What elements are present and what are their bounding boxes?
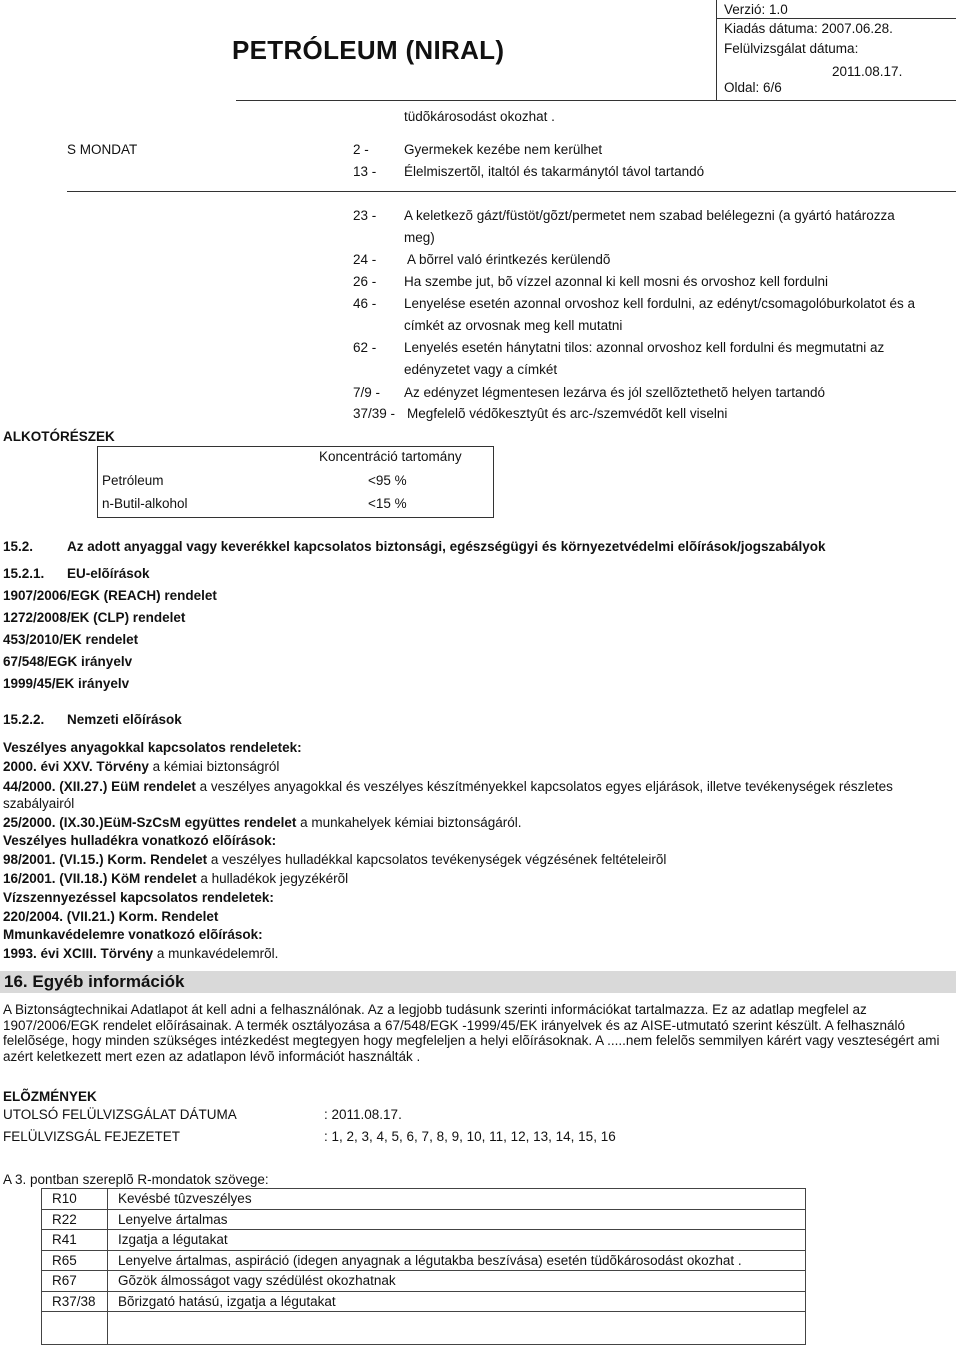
table-row (42, 1209, 806, 1230)
regulation-ref: 1993. évi XCIII. Törvény (3, 946, 154, 961)
section-16-title: 16. Egyéb információk (4, 972, 185, 991)
table-row (42, 1271, 806, 1292)
regulation-desc: a hulladékok jegyzékérõl (196, 871, 349, 886)
regulation-ref: 44/2000. (XII.27.) EüM rendelet (3, 779, 196, 794)
components-column-header: Koncentráció tartomány (319, 449, 462, 464)
s-phrase-text: Megfelelõ védõkesztyût és arc-/szemvédõt kell viselni (407, 406, 728, 421)
version-label: Verzió: 1.0 (724, 2, 788, 17)
s-phrase-text: Lenyelése esetén azonnal orvoshoz kell fordulni, az edényt/csomagolóburkolatot és a (404, 296, 916, 311)
s-phrase-code: 37/39 - (353, 406, 396, 421)
s-phrase-text-cont: meg) (404, 230, 435, 245)
regulation-line (3, 871, 348, 886)
s-phrase-text: Ha szembe jut, bõ vízzel azonnal ki kell mosni és orvoshoz kell fordulni (404, 274, 828, 289)
document-title: PETRÓLEUM (NIRAL) (232, 35, 505, 65)
section-15-2-2-number: 15.2.2. (3, 712, 45, 727)
regulation-line (3, 946, 278, 961)
header-divider (716, 0, 717, 100)
waste-heading: Veszélyes hulladékra vonatkozó elõírások: (3, 833, 277, 848)
last-review-label: UTOLSÓ FELÜLVIZSGÁLAT DÁTUMA (3, 1107, 237, 1122)
water-heading: Vízszennyezéssel kapcsolatos rendeletek: (3, 890, 274, 905)
regulation-line (3, 852, 666, 867)
r-code: R22 (42, 1209, 108, 1230)
s-phrase-text: Az edényzet légmentesen lezárva és jól szellõztethetõ helyen tartandó (404, 385, 826, 400)
regulation-desc: a kémiai biztonságról (148, 759, 280, 774)
s-phrase-text-cont: címkét az orvosnak meg kell mutatni (404, 318, 623, 333)
hazardous-heading: Veszélyes anyagokkal kapcsolatos rendeletek: (3, 740, 302, 755)
table-row (42, 1189, 806, 1210)
eu-regulation: 1999/45/EK irányelv (3, 676, 130, 691)
section-16-bar (0, 971, 956, 993)
components-label: ALKOTÓRÉSZEK (3, 429, 115, 444)
regulation-ref: 220/2004. (VII.21.) Korm. Rendelet (3, 909, 219, 924)
r-code: R37/38 (42, 1291, 108, 1312)
labour-heading: Mmunkavédelemre vonatkozó elõírások: (3, 927, 263, 942)
regulation-ref: 2000. évi XXV. Törvény (3, 759, 149, 774)
s-phrase-code: 26 - (353, 274, 377, 289)
section-15-2-number: 15.2. (3, 539, 34, 554)
section-15-2-1-title: EU-elõírások (67, 566, 150, 581)
header-rule-top (716, 18, 956, 19)
section-15-2-1-number: 15.2.1. (3, 566, 45, 581)
eu-regulation: 1907/2006/EGK (REACH) rendelet (3, 588, 217, 603)
s-phrase-text: Élelmiszertõl, italtól és takarmánytól távol tartandó (404, 164, 705, 179)
r-text: Kevésbé tûzveszélyes (108, 1189, 806, 1210)
r-code (42, 1312, 108, 1345)
table-row (98, 493, 493, 516)
issue-date: Kiadás dátuma: 2007.06.28. (724, 21, 893, 36)
s-phrase-code: 13 - (353, 164, 377, 179)
regulation-ref: 25/2000. (IX.30.)EüM-SzCsM együttes rendelet (3, 815, 297, 830)
section-16-paragraph: A Biztonságtechnikai Adatlapot át kell adni a felhasználónak. Az a legjobb tudásunk szerinti információkat tartalmazza. Ez az adatlap megfelel az 1907/2006/EGK rendelet elõírásainak. A termék osztályozása a 67/548/EGK -1999/45/EK irányelvek és az AISE-utmutató szerint készült. A felhasználó felelõsége, hogy minden szükséges intézkedést megtegyen hogy megfeleljen a helyi elõírásoknak. A .....nem felelõs semmilyen kárért vagy veszteségért ami azért keletkezett mert ezen az adatlapon lévõ információt használták . (3, 1002, 940, 1064)
review-date: 2011.08.17. (832, 64, 903, 79)
component-concentration: <95 % (368, 473, 407, 488)
s-phrase-code: 62 - (353, 340, 377, 355)
r-text: Gõzök álmosságot vagy szédülést okozhatnak (108, 1271, 806, 1292)
s-phrase-code: 2 - (353, 142, 369, 157)
components-table (97, 446, 494, 518)
r-text (108, 1312, 806, 1345)
s-phrase-text: Gyermekek kezébe nem kerülhet (404, 142, 603, 157)
s-phrase-text-cont: edényzetet vagy a címkét (404, 362, 558, 377)
last-review-value: : 2011.08.17. (324, 1107, 402, 1122)
eu-regulation: 453/2010/EK rendelet (3, 632, 139, 647)
regulation-line (3, 759, 279, 774)
r-code: R10 (42, 1189, 108, 1210)
chapters-value: : 1, 2, 3, 4, 5, 6, 7, 8, 9, 10, 11, 12, 13, 14, 15, 16 (324, 1129, 616, 1144)
r-phrases-intro: A 3. pontban szereplõ R-mondatok szövege: (3, 1172, 269, 1187)
regulation-ref: 98/2001. (VI.15.) Korm. Rendelet (3, 852, 208, 867)
s-phrase-divider (67, 191, 956, 192)
regulation-line (3, 779, 893, 794)
regulation-desc: a veszélyes hulladékkal kapcsolatos tevékenységek végzésének feltételeirõl (207, 852, 667, 867)
r-phrases-table (41, 1188, 806, 1345)
header-rule (236, 100, 956, 101)
r-code: R41 (42, 1230, 108, 1251)
s-phrase-text: Lenyelés esetén hánytatni tilos: azonnal orvoshoz kell fordulni és megmutatni az (404, 340, 885, 355)
page-number: Oldal: 6/6 (724, 80, 782, 95)
s-phrase-code: 24 - (353, 252, 377, 267)
s-phrase-text: A keletkezõ gázt/füstöt/gõzt/permetet nem szabad belélegezni (a gyártó határozza (404, 208, 895, 223)
component-name: Petróleum (102, 473, 164, 488)
r-code: R65 (42, 1250, 108, 1271)
continuation-text: tüdõkárosodást okozhat . (404, 109, 555, 124)
s-phrase-code: 46 - (353, 296, 377, 311)
r-text: Lenyelve ártalmas, aspiráció (idegen anyagnak a légutakba beszívása) esetén tüdõkárosodást okozhat . (108, 1250, 806, 1271)
s-phrase-code: 7/9 - (353, 385, 381, 400)
regulation-line-cont: szabályairól (3, 796, 75, 811)
r-text: Lenyelve ártalmas (108, 1209, 806, 1230)
section-15-2-2-title: Nemzeti elõírások (67, 712, 182, 727)
eu-regulation: 67/548/EGK irányelv (3, 654, 133, 669)
eu-regulation: 1272/2008/EK (CLP) rendelet (3, 610, 186, 625)
history-heading: ELÕZMÉNYEK (3, 1089, 97, 1104)
regulation-desc: a munkahelyek kémiai biztonságáról. (296, 815, 522, 830)
regulation-desc: a munkavédelemrõl. (153, 946, 279, 961)
section-15-2-title: Az adott anyaggal vagy keverékkel kapcsolatos biztonsági, egészségügyi és környezetvédelmi elõírások/jogszabályok (67, 539, 826, 554)
table-row (42, 1230, 806, 1251)
r-text: Izgatja a légutakat (108, 1230, 806, 1251)
component-name: n-Butil-alkohol (102, 496, 188, 511)
table-row (98, 470, 493, 493)
s-phrases-label: S MONDAT (67, 142, 138, 157)
component-concentration: <15 % (368, 496, 407, 511)
s-phrase-text: A bõrrel való érintkezés kerülendõ (407, 252, 611, 267)
table-row (42, 1250, 806, 1271)
regulation-desc: a veszélyes anyagokkal és veszélyes készítményekkel kapcsolatos egyes eljárások, illetve tevékenységek részletes (195, 779, 893, 794)
regulation-ref: 16/2001. (VII.18.) KöM rendelet (3, 871, 197, 886)
table-row (42, 1312, 806, 1345)
r-text: Bõrizgató hatású, izgatja a légutakat (108, 1291, 806, 1312)
review-label: Felülvizsgálat dátuma: (724, 41, 859, 56)
r-code: R67 (42, 1271, 108, 1292)
chapters-label: FELÜLVIZSGÁL FEJEZETET (3, 1129, 181, 1144)
s-phrase-code: 23 - (353, 208, 377, 223)
table-row (42, 1291, 806, 1312)
regulation-line (3, 815, 521, 830)
